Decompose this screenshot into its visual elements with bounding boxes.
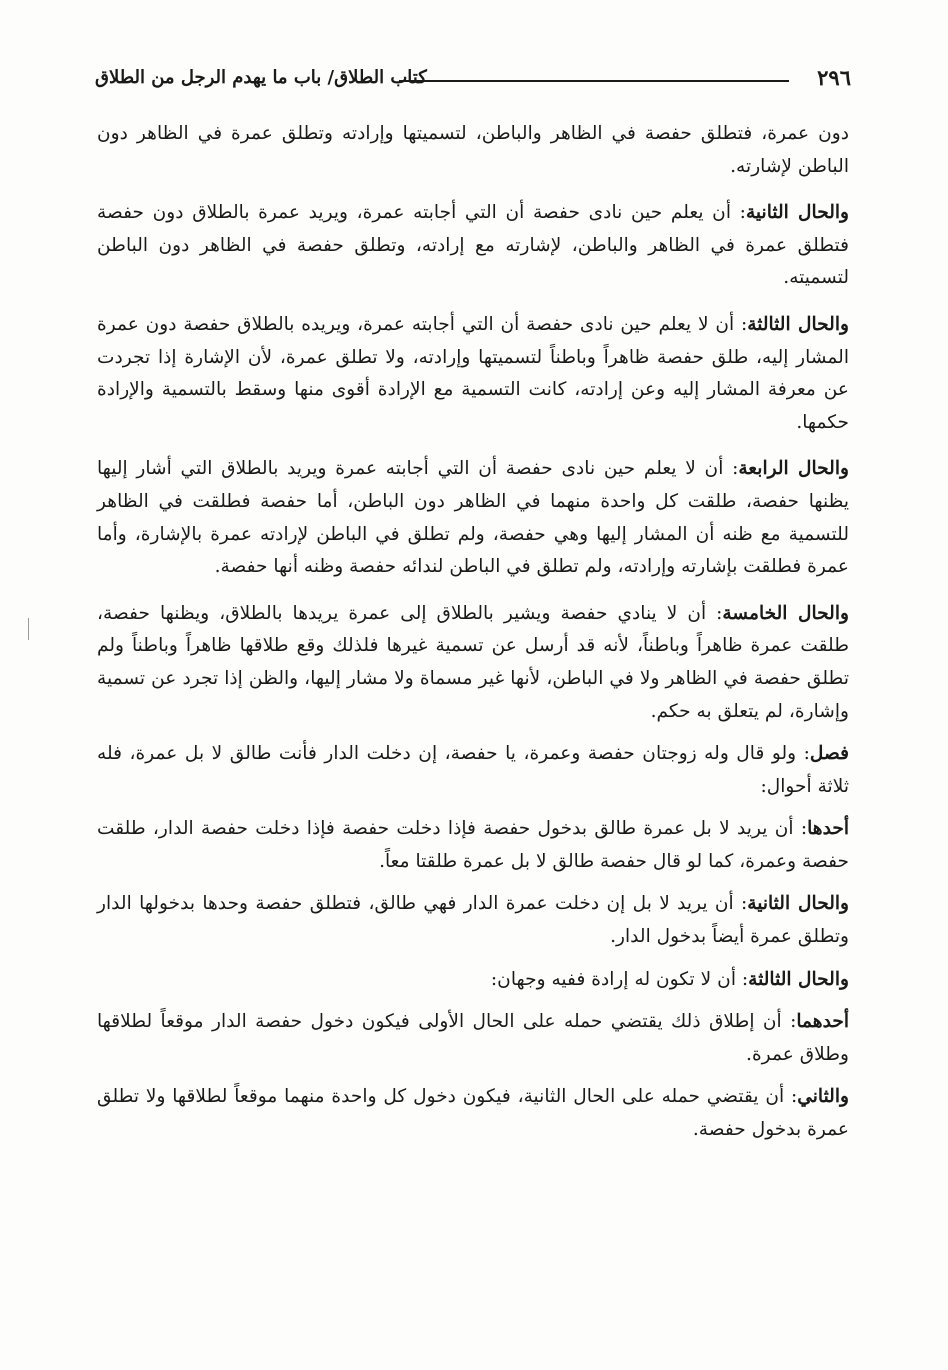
paragraph — [97, 888, 849, 953]
paragraph-text: دون عمرة، فتطلق حفصة في الظاهر والباطن، لتسميتها وإرادته وتطلق عمرة في الظاهر دون الباطن لإشارته. — [97, 123, 849, 177]
paragraph-term: أحدهما — [796, 1011, 849, 1033]
paragraph — [97, 118, 849, 183]
paragraph — [97, 1081, 849, 1146]
paragraph-term: والحال الخامسة — [722, 602, 849, 624]
paragraph — [97, 964, 849, 997]
paragraph-text: : أن يريد لا بل إن دخلت عمرة الدار فهي طالق، فتطلق حفصة وحدها بدخولها الدار وتطلق عمرة أيضاً بدخول الدار. — [97, 893, 849, 948]
paragraph-text: : أن يعلم حين نادى حفصة أن التي أجابته عمرة، ويريد عمرة بالطلاق دون حفصة فتطلق عمرة في الظاهر والباطن، لإشارته مع إرادته، وتطلق حفصة في الظاهر دون الباطن لتسميته. — [97, 202, 849, 289]
paragraph-term: أحدها — [807, 818, 849, 840]
paragraph-text: : أن إطلاق ذلك يقتضي حمله على الحال الأولى فيكون دخول حفصة الدار موقعاً لطلاقها وطلاق عمرة. — [97, 1011, 849, 1065]
header-title: كتاب الطلاق/ باب ما يهدم الرجل من الطلاق — [95, 67, 427, 88]
header-rule — [399, 80, 789, 82]
paragraph-term: والحال الثالثة — [747, 313, 849, 335]
paragraph-term: والحال الثالثة — [748, 968, 849, 990]
paragraph-text: : أن لا يعلم حين نادى حفصة أن التي أجابته عمرة ويريد بالطلاق التي أشار إليها يظنها حفصة، طلقت كل واحدة منهما في الظاهر دون الباطن، أما حفصة فطلقت في الظاهر للتسمية مع ظنه أن المشار إليها وهي حفصة، ولم تطلق في الباطن لإرادته عمرة بالإشارة، وأما عمرة فطلقت بإشارته وإرادته، ولم تطلق في الباطن لندائه حفصة وظنه أنها حفصة. — [97, 458, 849, 578]
paragraph — [97, 738, 849, 803]
paragraph-text: : أن يقتضي حمله على الحال الثانية، فيكون دخول كل واحدة منهما موقعاً لطلاقها ولا تطلق عمرة بدخول حفصة. — [97, 1086, 849, 1141]
paragraph — [97, 453, 849, 583]
paragraph — [97, 197, 849, 295]
paragraph — [97, 598, 849, 728]
body-text — [97, 118, 849, 1161]
paragraph-text: : أن يريد لا بل عمرة طالق بدخول حفصة فإذا دخلت حفصة فإذا دخلت حفصة الدار، طلقت حفصة وعمرة، كما لو قال حفصة طالق لا بل عمرة طلقتا معاً. — [97, 818, 849, 872]
paragraph — [97, 1006, 849, 1071]
paragraph-term: فصل — [809, 743, 849, 765]
margin-mark — [28, 618, 29, 640]
paragraph-text: : أن لا يعلم حين نادى حفصة أن التي أجابته عمرة، ويريده بالطلاق حفصة دون عمرة المشار إليه، طلق حفصة ظاهراً وباطناً لتسميتها وإرادته، ولا تطلق عمرة، لأن الإشارة إذا تجردت عن معرفة المشار إليه وعن إرادته، كانت التسمية مع الإرادة أقوى منها وسقط بالتسمية والإرادة حكمها. — [97, 313, 849, 433]
paragraph-text: : ولو قال وله زوجتان حفصة وعمرة، يا حفصة، إن دخلت الدار فأنت طالق لا بل عمرة، فله ثلاثة أحوال: — [97, 743, 849, 797]
paragraph-term: والثاني — [797, 1086, 849, 1108]
paragraph-text: : أن لا ينادي حفصة ويشير بالطلاق إلى عمرة يريدها بالطلاق، ويظنها حفصة، طلقت عمرة ظاهراً وباطناً، لأنه قد أرسل عن تسمية غيرها فلذلك وقع طلاقها ظاهراً وباطناً ولم تطلق حفصة في الظاهر ولا في الباطن، لأنها غير مسماة ولا مشار إليها، والظن إذا تجرد عن تسمية وإشارة، لم يتعلق به حكم. — [97, 602, 849, 722]
paragraph-term: والحال الثانية — [745, 202, 850, 224]
running-header — [95, 62, 851, 96]
paragraph-text: : أن لا تكون له إرادة ففيه وجهان: — [490, 968, 749, 990]
page-number: ٢٩٦ — [817, 65, 851, 90]
paragraph-term: والحال الرابعة — [738, 458, 849, 480]
paragraph-term: والحال الثانية — [747, 893, 850, 915]
paragraph — [97, 309, 849, 439]
paragraph — [97, 813, 849, 878]
